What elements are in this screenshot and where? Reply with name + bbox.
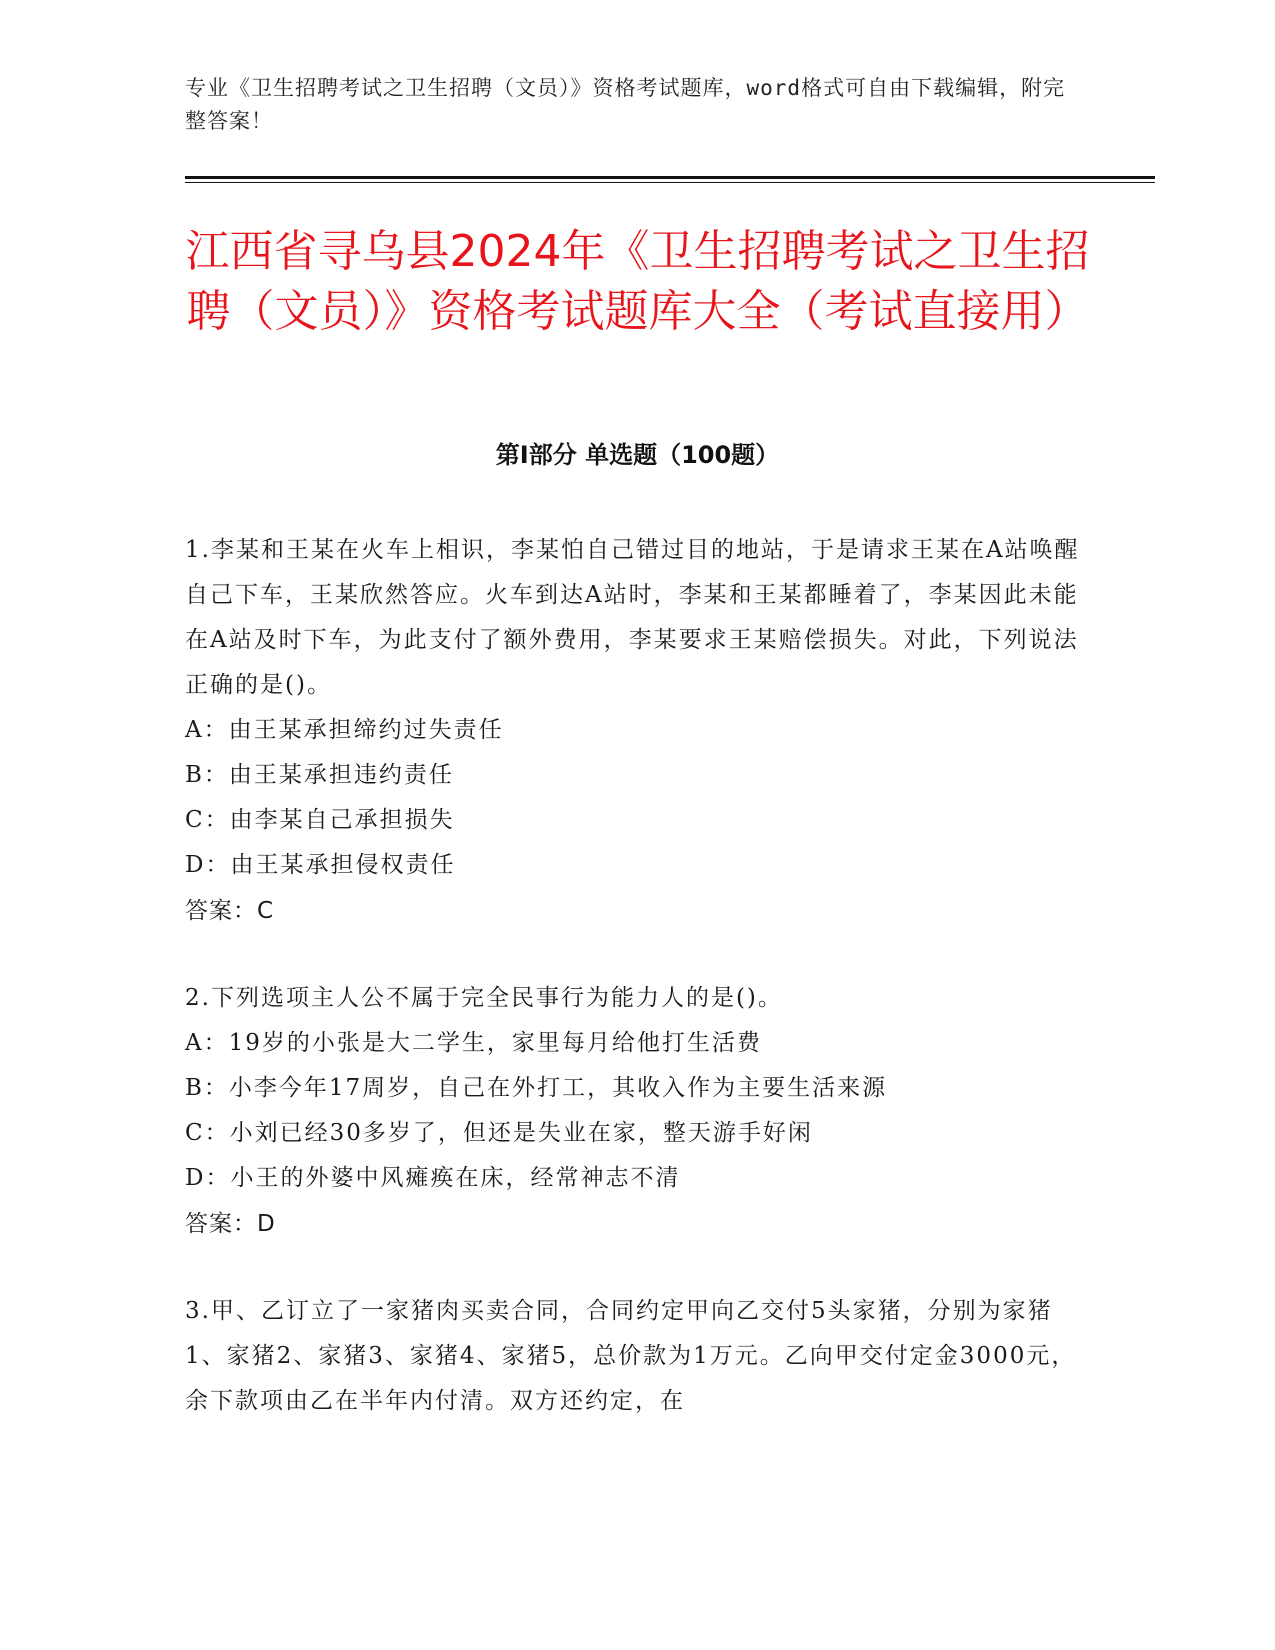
section-title: 第Ⅰ部分 单选题（100题）: [495, 441, 780, 469]
question-stem: 1.李某和王某在火车上相识，李某怕自己错过目的地站，于是请求王某在A站唤醒自己下车，王某欣然答应。火车到达A站时，李某和王某都睡着了，李某因此未能在A站及时下车，为此支付了额外费用，李某要求王某赔偿损失。对此，下列说法正确的是()。: [185, 537, 1080, 698]
question-1: [185, 528, 1085, 934]
header-rule-thin: [185, 182, 1155, 183]
option-b: B：由王某承担违约责任: [185, 762, 454, 788]
question-list: [185, 528, 1085, 1466]
question-stem: 3.甲、乙订立了一家猪肉买卖合同，合同约定甲向乙交付5头家猪，分别为家猪1、家猪2、家猪3、家猪4、家猪5，总价款为1万元。乙向甲交付定金3000元，余下款项由乙在半年内付清。双方还约定，在: [185, 1298, 1077, 1414]
option-c: C：小刘已经30多岁了，但还是失业在家，整天游手好闲: [185, 1120, 813, 1146]
question-stem: 2.下列选项主人公不属于完全民事行为能力人的是()。: [185, 985, 783, 1011]
option-d: D：由王某承担侵权责任: [185, 852, 456, 878]
question-2: [185, 976, 1085, 1247]
question-answer: 答案：C: [185, 898, 275, 924]
header-note: 专业《卫生招聘考试之卫生招聘（文员）》资格考试题库，word格式可自由下载编辑，附完整答案！: [185, 76, 1066, 133]
option-d: D：小王的外婆中风瘫痪在床，经常神志不清: [185, 1165, 681, 1191]
option-a: A：由王某承担缔约过失责任: [185, 717, 504, 743]
option-b: B：小李今年17周岁，自己在外打工，其收入作为主要生活来源: [185, 1075, 888, 1101]
option-a: A：19岁的小张是大二学生，家里每月给他打生活费: [185, 1030, 762, 1056]
option-c: C：由李某自己承担损失: [185, 807, 455, 833]
question-3: [185, 1289, 1085, 1424]
question-answer: 答案：D: [185, 1211, 276, 1237]
document-title: 江西省寻乌县2024年《卫生招聘考试之卫生招聘（文员）》资格考试题库大全（考试直接用）: [185, 226, 1090, 337]
header-rule-thick: [185, 176, 1155, 179]
